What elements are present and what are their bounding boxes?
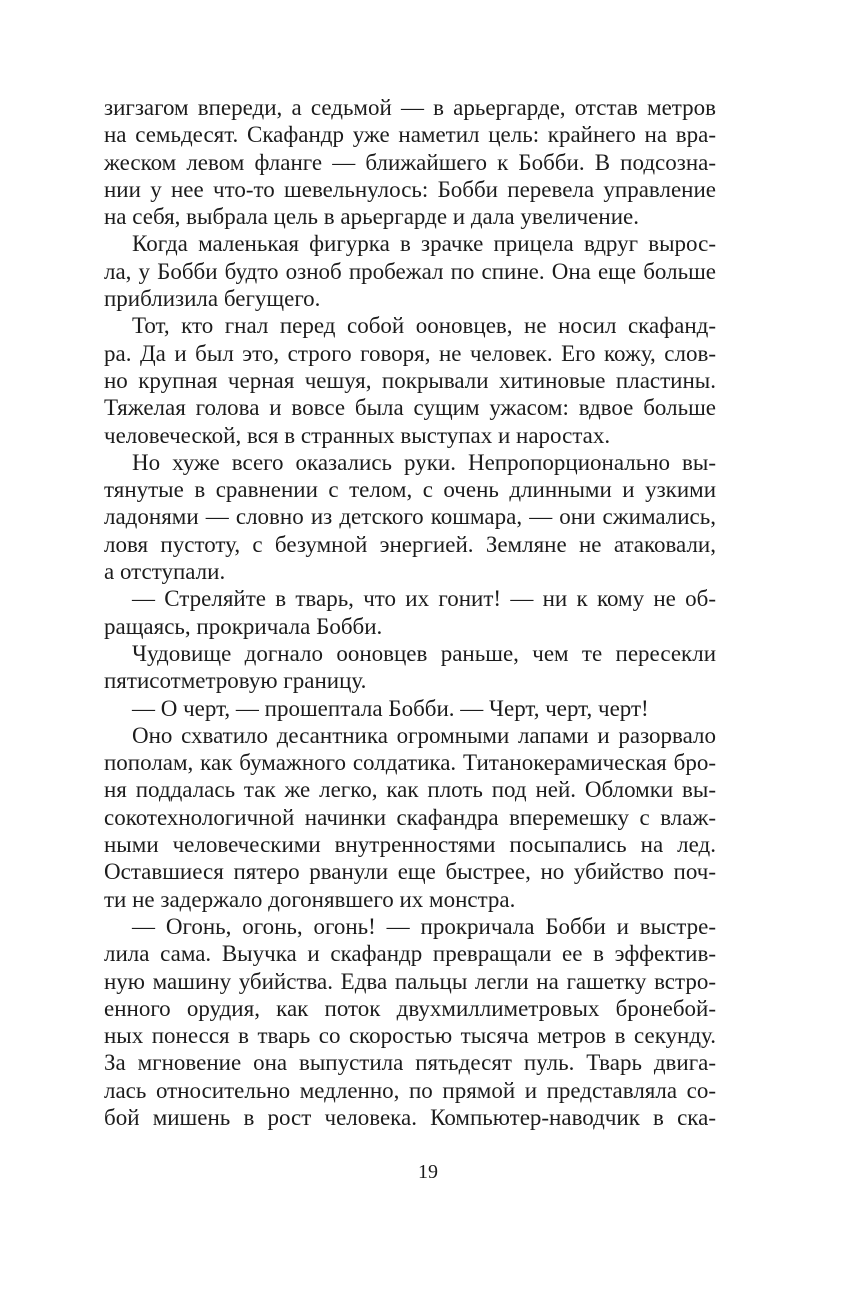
page-number: 19 bbox=[418, 1161, 438, 1183]
text-line: а отступали. bbox=[104, 559, 226, 585]
text-line: ти не задержало догонявшего их монстра. bbox=[104, 886, 516, 912]
text-line: сокотехнологичной начинки скафандра вперемешку с влаж- bbox=[104, 804, 716, 830]
text-line: ращаясь, прокричала Бобби. bbox=[104, 613, 383, 639]
paragraph bbox=[104, 640, 716, 695]
text-line: ня поддалась так же легко, как плоть под ней. Обломки вы- bbox=[104, 777, 716, 803]
text-line: жеском левом фланге — ближайшего к Бобби. В подсозна- bbox=[104, 149, 716, 175]
text-line: лась относительно медленно, по прямой и представляла со- bbox=[104, 1077, 716, 1103]
text-line: лила сама. Выучка и скафандр превращали ее в эффектив- bbox=[104, 941, 716, 967]
body-text bbox=[104, 94, 716, 1131]
text-line: — Стреляйте в тварь, что их гонит! — ни к кому не об- bbox=[132, 586, 716, 612]
paragraph bbox=[104, 312, 716, 448]
text-line: на семьдесят. Скафандр уже наметил цель: крайнего на вра- bbox=[104, 122, 716, 148]
paragraph bbox=[104, 913, 716, 1131]
paragraph bbox=[104, 94, 716, 230]
text-line: ла, у Бобби будто озноб пробежал по спине. Она еще больше bbox=[104, 258, 716, 284]
text-line: енного орудия, как поток двухмиллиметровых бронебой- bbox=[104, 995, 716, 1021]
text-line: ладонями — словно из детского кошмара, — они сжимались, bbox=[104, 504, 716, 530]
text-line: человеческой, вся в странных выступах и наростах. bbox=[104, 422, 611, 448]
text-line: Когда маленькая фигурка в зрачке прицела вдруг вырос- bbox=[132, 231, 716, 257]
text-line: приблизила бегущего. bbox=[104, 286, 321, 312]
paragraph bbox=[104, 585, 716, 640]
text-line: Оно схватило десантника огромными лапами и разорвало bbox=[132, 722, 716, 748]
text-line: За мгновение она выпустила пятьдесят пуль. Тварь двига- bbox=[104, 1050, 716, 1076]
text-line: ных понесся в тварь со скоростью тысяча метров в секунду. bbox=[104, 1023, 716, 1049]
paragraph bbox=[104, 230, 716, 312]
paragraph bbox=[104, 449, 716, 585]
text-line: Тяжелая голова и вовсе была сущим ужасом: вдвое больше bbox=[104, 395, 716, 421]
text-line: Тот, кто гнал перед собой ооновцев, не носил скафанд- bbox=[132, 313, 716, 339]
text-line: Чудовище догнало ооновцев раньше, чем те пересекли bbox=[132, 640, 716, 666]
text-line: пятисотметровую границу. bbox=[104, 668, 367, 694]
text-line: Но хуже всего оказались руки. Непропорционально вы- bbox=[132, 449, 716, 475]
text-line: — О черт, — прошептала Бобби. — Черт, черт, черт! bbox=[132, 695, 649, 721]
text-line: бой мишень в рост человека. Компьютер-наводчик в ска- bbox=[104, 1104, 716, 1130]
text-line: зигзагом впереди, а седьмой — в арьергарде, отстав метров bbox=[104, 95, 716, 120]
text-line: но крупная черная чешуя, покрывали хитиновые пластины. bbox=[104, 367, 716, 393]
paragraph bbox=[104, 695, 716, 722]
text-line: ными человеческими внутренностями посыпались на лед. bbox=[104, 832, 716, 858]
text-line: пополам, как бумажного солдатика. Титанокерамическая бро- bbox=[104, 750, 716, 776]
text-line: на себя, выбрала цель в арьергарде и дала увеличение. bbox=[104, 204, 639, 230]
text-line: тянутые в сравнении с телом, с очень длинными и узкими bbox=[104, 477, 716, 503]
paragraph bbox=[104, 722, 716, 913]
text-line: — Огонь, огонь, огонь! — прокричала Бобби и выстре- bbox=[132, 913, 716, 939]
text-line: нии у нее что-то шевельнулось: Бобби перевела управление bbox=[104, 176, 716, 202]
text-line: ную машину убийства. Едва пальцы легли на гашетку встро- bbox=[104, 968, 716, 994]
text-line: Оставшиеся пятеро рванули еще быстрее, но убийство поч- bbox=[104, 859, 716, 885]
text-line: ловя пустоту, с безумной энергией. Земляне не атаковали, bbox=[104, 531, 716, 557]
text-line: ра. Да и был это, строго говоря, не человек. Его кожу, слов- bbox=[104, 340, 716, 366]
